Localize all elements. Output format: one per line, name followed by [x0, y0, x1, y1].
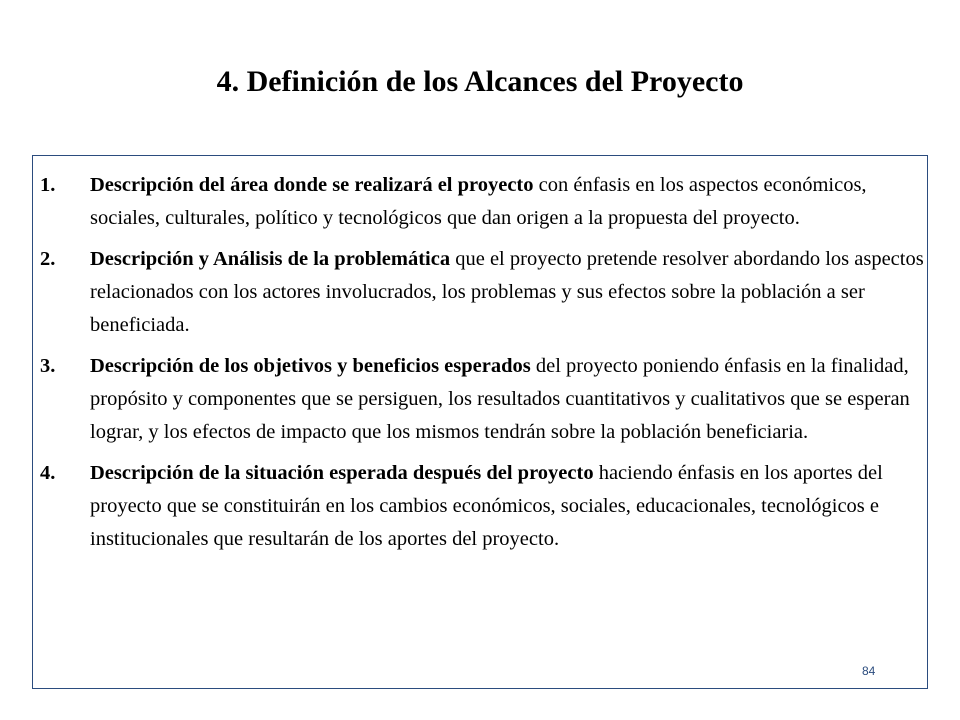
item-number: 1.	[40, 174, 56, 196]
item-lead: Descripción de los objetivos y beneficios esperados	[90, 355, 531, 377]
item-number: 3.	[40, 355, 56, 377]
list-item	[40, 457, 925, 556]
item-text	[90, 243, 925, 342]
item-text	[90, 350, 925, 449]
item-rest: del proyecto poniendo énfasis en la finalidad, propósito y componentes que se persiguen, los resultados cuantitativos y cualitativos que se esperan lograr, y los efectos de impacto que los mismos tendrán sobre la población beneficiaria.	[90, 355, 910, 443]
item-lead: Descripción del área donde se realizará el proyecto	[90, 174, 534, 196]
item-rest: con énfasis en los aspectos económicos, sociales, culturales, político y tecnológicos que dan origen a la propuesta del proyecto.	[90, 174, 867, 229]
item-rest: que el proyecto pretende resolver abordando los aspectos relacionados con los actores involucrados, los problemas y sus efectos sobre la población a ser beneficiada.	[90, 248, 924, 336]
page-number: 84	[862, 664, 876, 678]
list-item	[40, 243, 925, 342]
slide-title: 4. Definición de los Alcances del Proyecto	[216, 65, 744, 98]
list-item	[40, 169, 925, 235]
list-item	[40, 350, 925, 449]
item-lead: Descripción de la situación esperada después del proyecto	[90, 462, 594, 484]
item-lead: Descripción y Análisis de la problemática	[90, 248, 451, 270]
item-text	[90, 457, 925, 556]
scope-item-list	[40, 169, 925, 564]
item-number: 4.	[40, 462, 56, 484]
item-rest: haciendo énfasis en los aportes del proyecto que se constituirán en los cambios económicos, sociales, educacionales, tecnológicos e institucionales que resultarán de los aportes del proyecto.	[90, 462, 883, 550]
item-number: 2.	[40, 248, 56, 270]
content-box	[32, 155, 928, 689]
item-text	[90, 169, 925, 235]
